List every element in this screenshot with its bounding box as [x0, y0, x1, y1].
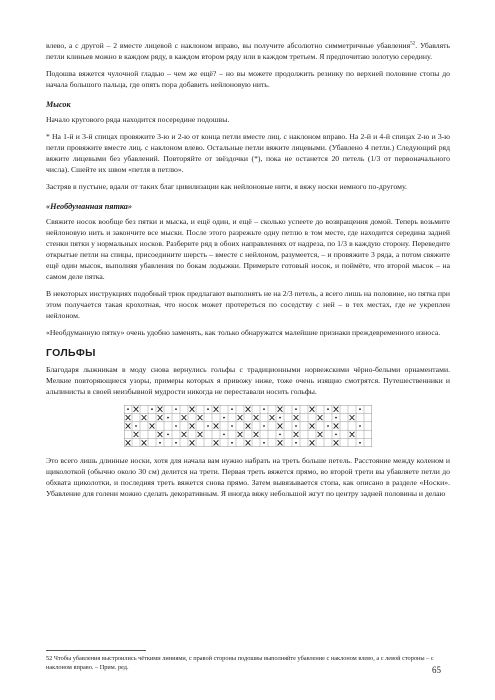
paragraph-heel-replace: «Необдуманную пятку» очень удобно заменять, как только обнаружатся малейшие признаки преждевременного износа. [46, 328, 441, 337]
chart-dot-mark [359, 408, 361, 410]
paragraph-desert: Застряв в пустыне, вдали от таких благ цивилизации как нейлоновые нити, я вяжу носки немного по-другому. [46, 182, 407, 191]
footnote-divider [46, 650, 146, 651]
paragraph-toe-instructions: * На 1-й и 3-й спицах провяжите 3-ю и 2-ю от конца петли вместе лиц. с наклоном вправо. На 2-й и 4-й спицах 2-ю и 3-ю петли провяжите вместе лиц. с наклоном влево. Остальные петли вяжите лицевыми. (Убавлено 4 петли.) Следующий ряд вяжите лицевыми без убавлений. Повторяйте от звёздочки (*), пока не останется 20 петель (1/3 от первоначального числа). Сшейте их швом «петля в петлю». [46, 132, 450, 174]
chart-dot-mark [223, 434, 225, 436]
footnote: 52 Чтобы убавления выстроились чёткими линиями, с правой стороны подошвы выполняйте убавление с наклоном влево, а с левой стороны – с наклоном вправо. – Прим. ред. [46, 655, 434, 671]
paragraph-kneesocks-body: Это всего лишь длинные носки, хотя для начала вам нужно набрать на треть больше петель. Расстояние между коленом и щиколоткой (обычно около 30 см) делится на трети. Первая треть вяжется прямо, во второй трети вы убавляете петли до обхвата щиколотки, и последняя треть вяжется снова прямо. Затем вывязывается стопа, как описано в разделе «Носки». Убавление для голени можно сделать декоративным. Я иногда вяжу небольшой жгут по центру задней половины и делаю [46, 456, 450, 498]
chart-dot-mark [159, 442, 161, 444]
chart-dot-mark [335, 434, 337, 436]
paragraph-continuation: влево, а с другой – 2 вместе лицевой с наклоном вправо, вы получите абсолютно симметричные убавления$^{52}$. Убавлять петли клиньев можно в каждом ряду, в каждом втором ряду или в каждом третьем. Я предпочитаю золотую середину. [46, 41, 450, 61]
chart-dot-mark [327, 408, 329, 410]
chart-dot-mark [359, 442, 361, 444]
chart-dot-mark [335, 417, 337, 419]
knitting-chart [46, 405, 450, 447]
chart-dot-mark [359, 425, 361, 427]
chart-dot-mark [175, 442, 177, 444]
heading-afterthought-heel: «Необдуманная пятка» [46, 202, 132, 211]
chart-dot-mark [167, 417, 169, 419]
chart-dot-mark [151, 408, 153, 410]
chart-dot-mark [231, 442, 233, 444]
footnote-ref: 52 [410, 41, 416, 47]
chart-dot-mark [263, 425, 265, 427]
paragraph-sole: Подошва вяжется чулочной гладью – чем же ещё? – но вы можете продолжить резинку по верхней половине стопы до начала большого пальца, где опять пора добавить нейлоновую нить. [46, 69, 450, 89]
heading-toe: Мысок [46, 100, 71, 109]
chart-dot-mark [167, 434, 169, 436]
heading-kneesocks: ГОЛЬФЫ [46, 347, 96, 359]
chart-dot-mark [279, 434, 281, 436]
chart-dot-mark [231, 408, 233, 410]
knitting-chart-grid [124, 405, 372, 447]
chart-dot-mark [279, 417, 281, 419]
chart-dot-mark [295, 442, 297, 444]
chart-dot-mark [135, 425, 137, 427]
chart-dot-mark [263, 408, 265, 410]
chart-dot-mark [223, 417, 225, 419]
chart-dot-mark [127, 408, 129, 410]
chart-dot-mark [175, 408, 177, 410]
paragraph-heel-variant: В некоторых инструкциях подобный трюк предлагают выполнять не на 2/3 петель, а всего лишь на половине, но пятка при этом получается такая крохотная, что носок может протереться по соседству с ней – в тех местах, где не укреплен нейлоном. [46, 289, 450, 320]
page-body [46, 40, 450, 499]
paragraph-kneesocks-intro: Благодаря лыжникам в моду снова вернулись гольфы с традиционными норвежскими чёрно-белыми орнаментами. Мелкие повторяющиеся узоры, примеры которых я привожу ниже, тоже очень изящно смотрятся. Путешественники и альпинисты в своей неизбывной мудрости никогда не переставали носить гольфы. [46, 365, 450, 396]
chart-dot-mark [231, 425, 233, 427]
page-number: 65 [432, 665, 441, 675]
paragraph-heel-method: Свяжите носок вообще без пятки и мыска, и ещё один, и ещё – сколько успеете до возвращения домой. Теперь возьмите нейлоновую нить и закончите все мыски. После этого разрежьте одну петлю в том месте, где находится середина задней стенки пятки у нормальных носков. Разберите ряд в обоих направлениях от надреза, по 1/3 в каждую сторону. Переведите открытые петли на спицы, присоедините шерсть – вместе с нейлоном, разумеется, – и провяжите 3 ряда, а потом свяжите ещё один мысок, выполняя убавления по бокам лодыжки. Примерьте готовый носок, и поймёте, что второй мысок – на самом деле пятка. [46, 217, 450, 281]
chart-dot-mark [207, 408, 209, 410]
chart-dot-mark [175, 425, 177, 427]
chart-dot-mark [263, 442, 265, 444]
chart-dot-mark [207, 425, 209, 427]
chart-dot-mark [327, 425, 329, 427]
chart-dot-mark [295, 425, 297, 427]
paragraph-toe-start: Начало кругового ряда находится посередине подошвы. [46, 115, 230, 124]
chart-dot-mark [295, 408, 297, 410]
